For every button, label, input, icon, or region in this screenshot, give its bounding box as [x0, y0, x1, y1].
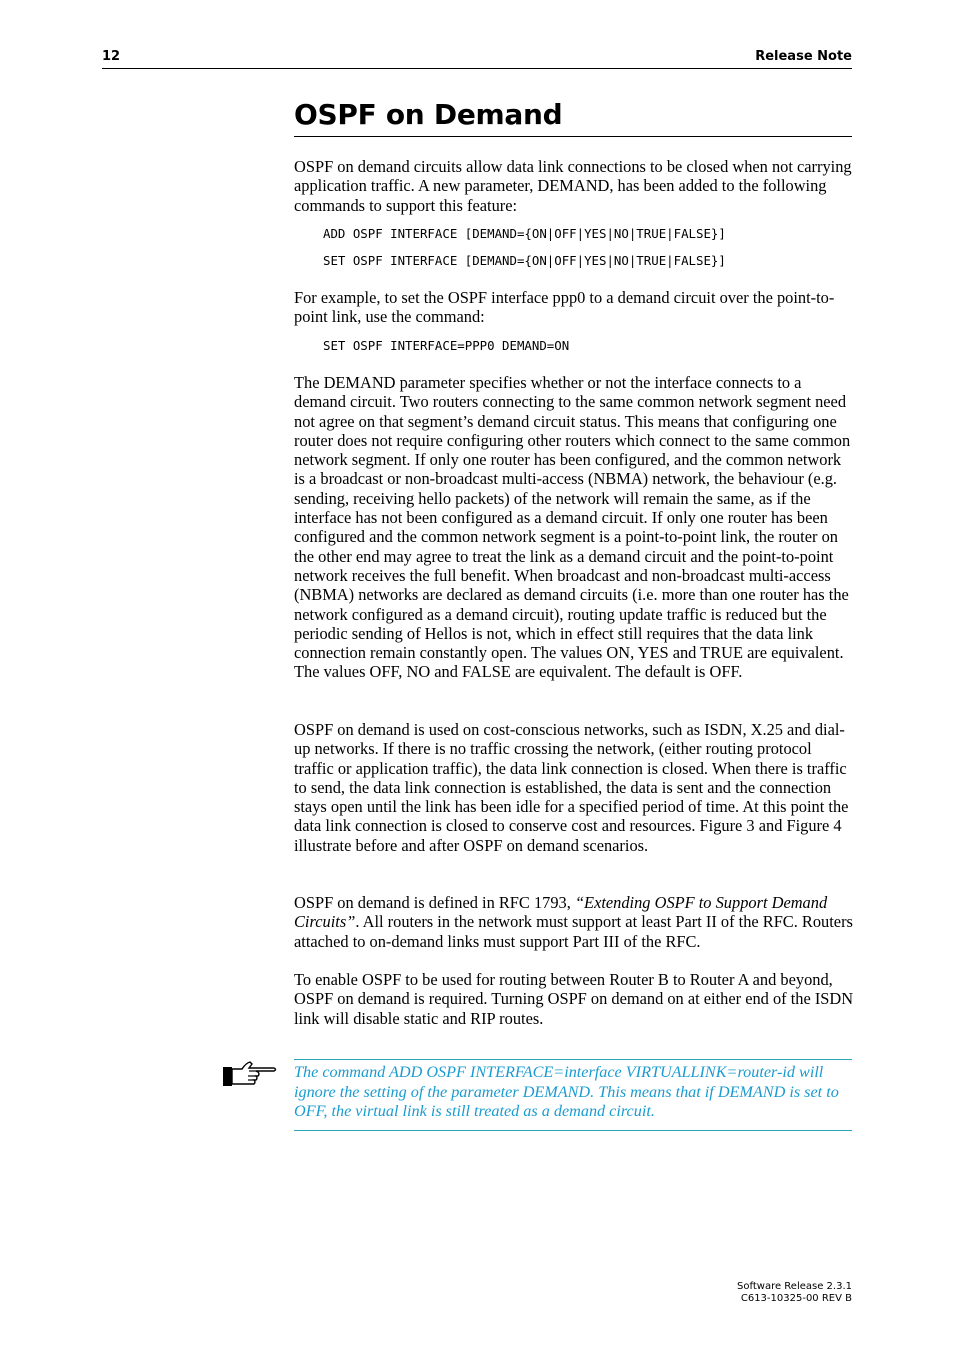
- header-section: Release Note: [755, 49, 852, 64]
- note-box: [294, 1059, 852, 1131]
- rfc-text-after: . All routers in the network must support at least Part II of the RFC. Routers attached to on-demand links must support Part III of the RFC.: [294, 912, 853, 951]
- footer-doc-number: C613-10325-00 REV B: [740, 1293, 852, 1304]
- rfc-paragraph: [294, 893, 854, 951]
- code-set-ospf-interface: SET OSPF INTERFACE [DEMAND={ON|OFF|YES|NO|TRUE|FALSE}]: [323, 253, 726, 268]
- routing-paragraph: To enable OSPF to be used for routing between Router B to Router A and beyond, OSPF on demand is required. Turning OSPF on demand on at either end of the ISDN link will disable static and RIP routes.: [294, 970, 854, 1028]
- rfc-title: “Extending OSPF to Support Demand Circuits”: [294, 893, 828, 932]
- page-footer: [737, 1281, 852, 1305]
- intro-paragraph: OSPF on demand circuits allow data link connections to be closed when not carrying application traffic. A new parameter, DEMAND, has been added to the following commands to support this feature:: [294, 157, 852, 215]
- code-example-command: SET OSPF INTERFACE=PPP0 DEMAND=ON: [323, 338, 570, 353]
- demand-parameter-paragraph: The DEMAND parameter specifies whether or not the interface connects to a demand circuit. Two routers connecting to the same common network segment need not agree on that segment’s demand circuit status. This means that configuring one router does not require configuring other routers which connect to the same common network segment. If only one router has been configured, and the common network is a broadcast or non-broadcast multi-access (NBMA) network, the behaviour (e.g. sending, receiving hello packets) of the network will remain the same, as if the interface has not been configured as a demand circuit. If only one router has been configured and the common network segment is a point-to-point link, the router on the other end may agree to treat the link as a demand circuit and the point-to-point network receives the full benefit. When broadcast and non-broadcast multi-access (NBMA) networks are declared as demand circuits (i.e. more than one router has the network configured as a demand circuit), routing update traffic is reduced but the periodic sending of Hellos is not, which in effect still requires that the data link connection remain constantly open. The values ON, YES and TRUE are equivalent. The values OFF, NO and FALSE are equivalent. The default is OFF.: [294, 373, 851, 682]
- footer-release: Software Release 2.3.1: [737, 1281, 852, 1292]
- page-header: [102, 48, 852, 69]
- example-paragraph: For example, to set the OSPF interface ppp0 to a demand circuit over the point-to-point link, use the command:: [294, 288, 835, 327]
- page-number: 12: [102, 49, 121, 64]
- code-add-ospf-interface: ADD OSPF INTERFACE [DEMAND={ON|OFF|YES|NO|TRUE|FALSE}]: [323, 226, 726, 241]
- page-title: OSPF on Demand: [294, 96, 852, 137]
- rfc-text-before: OSPF on demand is defined in RFC 1793,: [294, 893, 575, 912]
- note-text: The command ADD OSPF INTERFACE=interface VIRTUALLINK=router-id will ignore the setting of the parameter DEMAND. This means that if DEMAND is set to OFF, the virtual link is still treated as a demand circuit.: [294, 1063, 839, 1120]
- pointing-hand-icon: [222, 1060, 278, 1088]
- usage-paragraph: OSPF on demand is used on cost-conscious networks, such as ISDN, X.25 and dial-up networks. If there is no traffic crossing the network, (either routing protocol traffic or application traffic), the data link connection is closed. When there is traffic to send, the data link connection is established, the data is sent and the connection stays open until the link has been idle for a specified period of time. At this point the data link connection is closed to conserve cost and resources. Figure 3 and Figure 4 illustrate before and after OSPF on demand scenarios.: [294, 720, 849, 855]
